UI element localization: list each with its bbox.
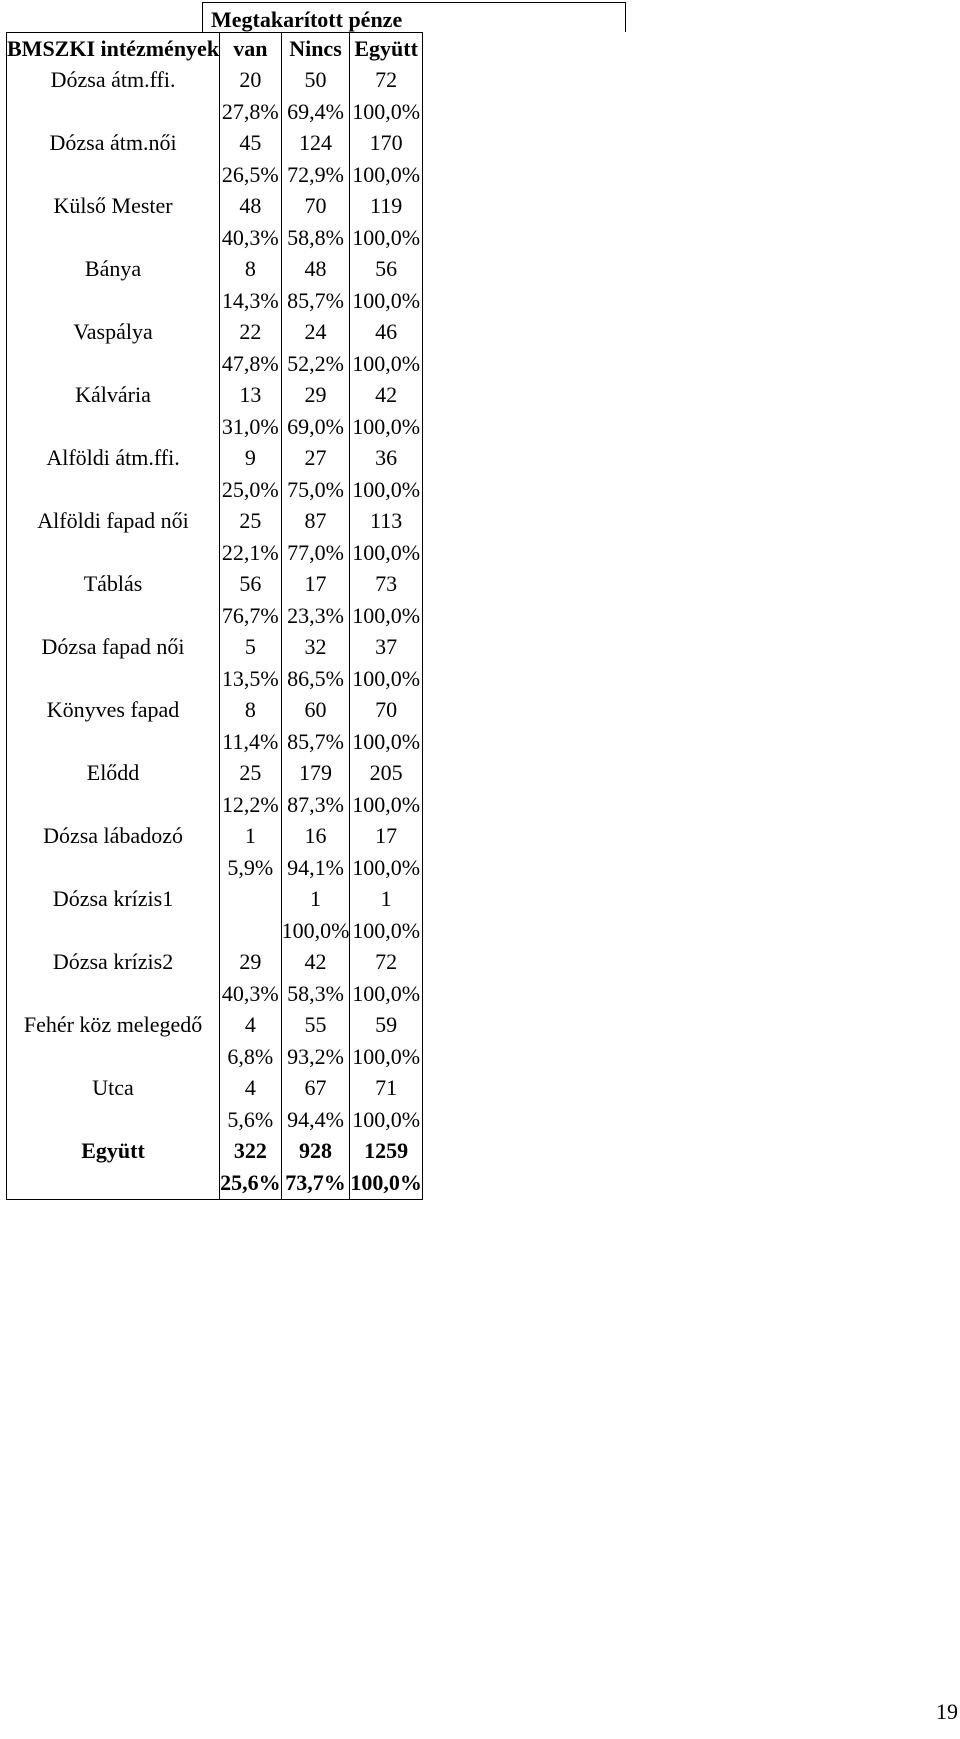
row-label [7, 1041, 220, 1073]
header-nincs: Nincs [281, 33, 350, 65]
table-row [7, 128, 423, 160]
table-row [7, 789, 423, 821]
cell-egyutt: 113 [350, 506, 423, 538]
row-label [7, 222, 220, 254]
table-row [7, 884, 423, 916]
cell-van: 40,3% [220, 978, 282, 1010]
header-egyutt: Együtt [350, 33, 423, 65]
cell-egyutt: 1 [350, 884, 423, 916]
row-label: Dózsa krízis1 [7, 884, 220, 916]
cell-egyutt: 100,0% [350, 348, 423, 380]
cell-egyutt: 72 [350, 947, 423, 979]
row-label: Vaspálya [7, 317, 220, 349]
cell-nincs: 85,7% [281, 285, 350, 317]
row-label [7, 96, 220, 128]
table-row [7, 1104, 423, 1136]
header-institutions: BMSZKI intézmények [7, 33, 220, 65]
cell-egyutt: 1259 [350, 1136, 423, 1168]
cell-van: 31,0% [220, 411, 282, 443]
table-row [7, 1010, 423, 1042]
cell-egyutt: 100,0% [350, 789, 423, 821]
cell-nincs: 928 [281, 1136, 350, 1168]
cell-egyutt: 56 [350, 254, 423, 286]
cell-van: 29 [220, 947, 282, 979]
cell-nincs: 100,0% [281, 915, 350, 947]
cell-nincs: 16 [281, 821, 350, 853]
cell-van: 25,6% [220, 1167, 282, 1199]
table-row [7, 600, 423, 632]
table-row [7, 947, 423, 979]
row-label: Bánya [7, 254, 220, 286]
cell-nincs: 87 [281, 506, 350, 538]
cell-van: 48 [220, 191, 282, 223]
row-label: Elődd [7, 758, 220, 790]
cell-van: 322 [220, 1136, 282, 1168]
cell-egyutt: 73 [350, 569, 423, 601]
cell-nincs: 77,0% [281, 537, 350, 569]
cell-nincs: 24 [281, 317, 350, 349]
row-label [7, 1104, 220, 1136]
cell-egyutt: 59 [350, 1010, 423, 1042]
table-row [7, 1073, 423, 1105]
table-row [7, 96, 423, 128]
cell-nincs: 87,3% [281, 789, 350, 821]
row-label: Táblás [7, 569, 220, 601]
cell-van: 47,8% [220, 348, 282, 380]
cell-nincs: 93,2% [281, 1041, 350, 1073]
cell-egyutt: 17 [350, 821, 423, 853]
table-row [7, 537, 423, 569]
cell-van [220, 915, 282, 947]
cell-van: 22 [220, 317, 282, 349]
cell-nincs: 55 [281, 1010, 350, 1042]
cell-egyutt: 100,0% [350, 474, 423, 506]
cell-van: 20 [220, 65, 282, 97]
cell-van: 4 [220, 1073, 282, 1105]
table-row [7, 726, 423, 758]
row-label [7, 915, 220, 947]
row-label [7, 537, 220, 569]
cell-egyutt: 100,0% [350, 96, 423, 128]
cell-van: 8 [220, 695, 282, 727]
table-row [7, 159, 423, 191]
table-row [7, 758, 423, 790]
cell-van: 1 [220, 821, 282, 853]
cell-egyutt: 46 [350, 317, 423, 349]
cell-nincs: 72,9% [281, 159, 350, 191]
cell-van: 5 [220, 632, 282, 664]
cell-van: 5,9% [220, 852, 282, 884]
cell-van: 4 [220, 1010, 282, 1042]
cell-egyutt: 100,0% [350, 726, 423, 758]
cell-egyutt: 100,0% [350, 978, 423, 1010]
table-row [7, 380, 423, 412]
row-label [7, 663, 220, 695]
cell-nincs: 179 [281, 758, 350, 790]
cell-nincs: 32 [281, 632, 350, 664]
row-label [7, 1167, 220, 1199]
row-label [7, 474, 220, 506]
table-title: Megtakarított pénze [202, 2, 626, 32]
row-label: Dózsa átm.ffi. [7, 65, 220, 97]
cell-egyutt: 37 [350, 632, 423, 664]
cell-egyutt: 71 [350, 1073, 423, 1105]
cell-egyutt: 70 [350, 695, 423, 727]
table-row [7, 348, 423, 380]
cell-egyutt: 100,0% [350, 159, 423, 191]
row-label [7, 348, 220, 380]
cell-nincs: 124 [281, 128, 350, 160]
table-row [7, 443, 423, 475]
cell-nincs: 70 [281, 191, 350, 223]
cell-van: 8 [220, 254, 282, 286]
table-row [7, 506, 423, 538]
row-label: Dózsa átm.női [7, 128, 220, 160]
table-row [7, 821, 423, 853]
cell-nincs: 94,1% [281, 852, 350, 884]
cell-egyutt: 72 [350, 65, 423, 97]
table-row [7, 632, 423, 664]
cell-nincs: 17 [281, 569, 350, 601]
cell-egyutt: 42 [350, 380, 423, 412]
cell-van: 27,8% [220, 96, 282, 128]
row-label [7, 285, 220, 317]
cell-van: 25 [220, 758, 282, 790]
cell-egyutt: 100,0% [350, 411, 423, 443]
cell-egyutt: 100,0% [350, 537, 423, 569]
cell-van: 9 [220, 443, 282, 475]
cell-egyutt: 170 [350, 128, 423, 160]
cell-nincs: 60 [281, 695, 350, 727]
cell-nincs: 29 [281, 380, 350, 412]
cell-van: 22,1% [220, 537, 282, 569]
cell-nincs: 69,4% [281, 96, 350, 128]
cell-van: 5,6% [220, 1104, 282, 1136]
table-row [7, 254, 423, 286]
cell-egyutt: 119 [350, 191, 423, 223]
cell-egyutt: 100,0% [350, 285, 423, 317]
table-row [7, 1041, 423, 1073]
cell-nincs: 52,2% [281, 348, 350, 380]
row-label: Dózsa krízis2 [7, 947, 220, 979]
cell-nincs: 50 [281, 65, 350, 97]
cell-van [220, 884, 282, 916]
cell-egyutt: 100,0% [350, 663, 423, 695]
row-label: Dózsa fapad női [7, 632, 220, 664]
header-row [7, 33, 423, 65]
cell-egyutt: 100,0% [350, 222, 423, 254]
cell-nincs: 94,4% [281, 1104, 350, 1136]
cell-van: 40,3% [220, 222, 282, 254]
cell-van: 13 [220, 380, 282, 412]
cell-nincs: 75,0% [281, 474, 350, 506]
row-label [7, 726, 220, 758]
table-row [7, 65, 423, 97]
cell-nincs: 1 [281, 884, 350, 916]
row-label: Utca [7, 1073, 220, 1105]
page-number: 19 [936, 1699, 958, 1724]
cell-van: 13,5% [220, 663, 282, 695]
row-label [7, 978, 220, 1010]
row-label [7, 600, 220, 632]
table-row [7, 222, 423, 254]
row-label: Együtt [7, 1136, 220, 1168]
cell-van: 26,5% [220, 159, 282, 191]
row-label: Kálvária [7, 380, 220, 412]
cell-nincs: 67 [281, 1073, 350, 1105]
table-row [7, 474, 423, 506]
cell-nincs: 42 [281, 947, 350, 979]
row-label: Fehér köz melegedő [7, 1010, 220, 1042]
cell-van: 11,4% [220, 726, 282, 758]
row-label [7, 789, 220, 821]
table-row [7, 569, 423, 601]
cell-egyutt: 100,0% [350, 600, 423, 632]
cell-egyutt: 100,0% [350, 1167, 423, 1199]
cell-nincs: 69,0% [281, 411, 350, 443]
cell-van: 45 [220, 128, 282, 160]
table-row [7, 663, 423, 695]
cell-nincs: 73,7% [281, 1167, 350, 1199]
table-row [7, 285, 423, 317]
table-row [7, 191, 423, 223]
cell-van: 6,8% [220, 1041, 282, 1073]
cell-nincs: 85,7% [281, 726, 350, 758]
table-row [7, 695, 423, 727]
cell-van: 76,7% [220, 600, 282, 632]
row-label [7, 852, 220, 884]
cell-egyutt: 100,0% [350, 852, 423, 884]
table-row [7, 852, 423, 884]
institution-table [6, 32, 423, 1200]
table-row [7, 1167, 423, 1199]
row-label: Könyves fapad [7, 695, 220, 727]
cell-nincs: 86,5% [281, 663, 350, 695]
row-label: Külső Mester [7, 191, 220, 223]
cell-van: 56 [220, 569, 282, 601]
cell-van: 12,2% [220, 789, 282, 821]
cell-van: 14,3% [220, 285, 282, 317]
table-row [7, 1136, 423, 1168]
cell-van: 25,0% [220, 474, 282, 506]
cell-egyutt: 36 [350, 443, 423, 475]
cell-nincs: 58,3% [281, 978, 350, 1010]
row-label: Alföldi átm.ffi. [7, 443, 220, 475]
row-label: Alföldi fapad női [7, 506, 220, 538]
table-row [7, 411, 423, 443]
table-row [7, 317, 423, 349]
cell-egyutt: 100,0% [350, 1104, 423, 1136]
cell-egyutt: 205 [350, 758, 423, 790]
table-row [7, 978, 423, 1010]
cell-nincs: 27 [281, 443, 350, 475]
cell-egyutt: 100,0% [350, 1041, 423, 1073]
cell-egyutt: 100,0% [350, 915, 423, 947]
row-label [7, 159, 220, 191]
row-label [7, 411, 220, 443]
row-label: Dózsa lábadozó [7, 821, 220, 853]
cell-nincs: 23,3% [281, 600, 350, 632]
table-row [7, 915, 423, 947]
cell-nincs: 58,8% [281, 222, 350, 254]
header-van: van [220, 33, 282, 65]
cell-nincs: 48 [281, 254, 350, 286]
cell-van: 25 [220, 506, 282, 538]
